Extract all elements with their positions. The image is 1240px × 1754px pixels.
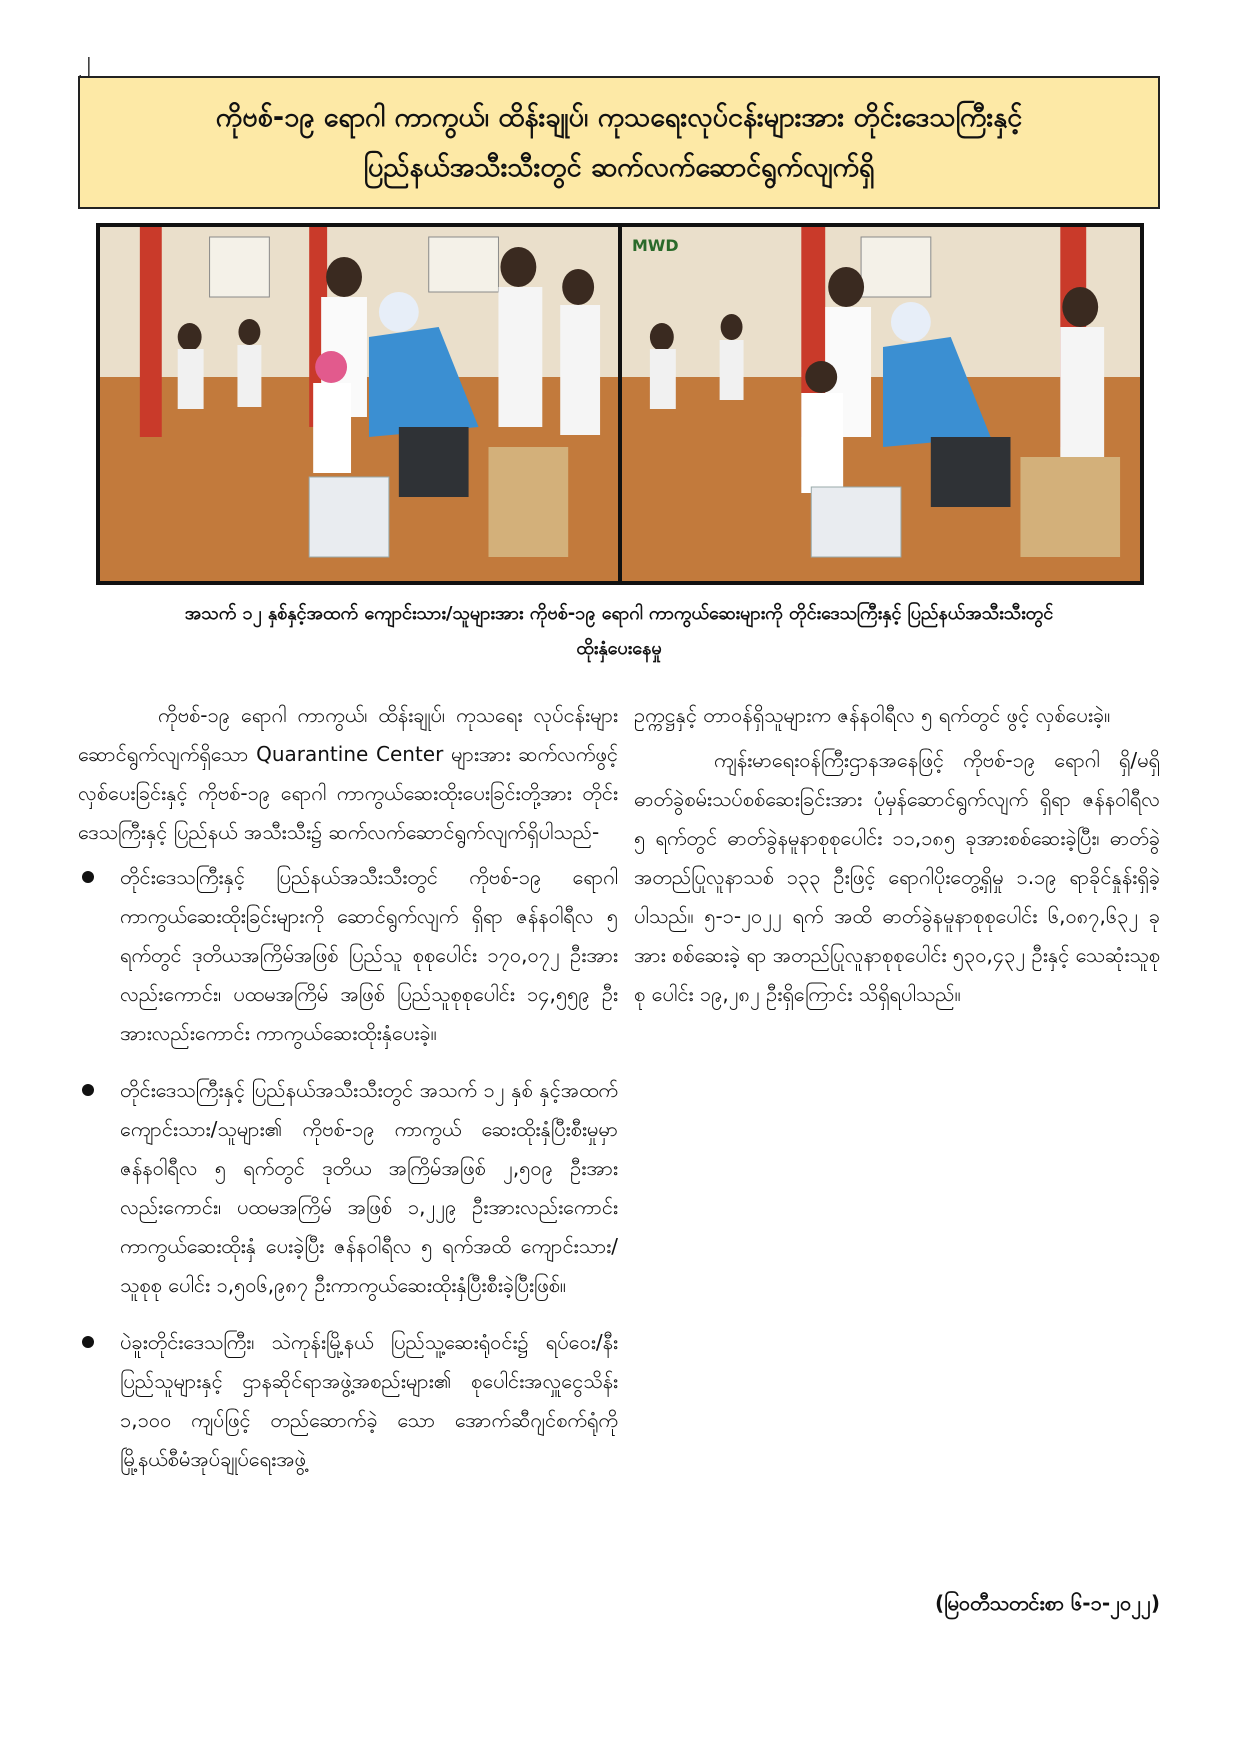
photo-caption	[78, 596, 1160, 666]
intro-paragraph: ကိုဗစ်-၁၉ ရောဂါ ကာကွယ်၊ ထိန်းချုပ်၊ ကုသရေး လုပ်ငန်းများ ဆောင်ရွက်လျက်ရှိသော Quarantine Center များအား ဆက်လက်ဖွင့်လှစ်ပေးခြင်းနှင့် ကိုဗစ်-၁၉ ရောဂါ ကာကွယ်ဆေးထိုးပေးခြင်းတို့အား တိုင်းဒေသကြီးနှင့် ပြည်နယ် အသီးသီး၌ ဆက်လက်ဆောင်ရွက်လျက်ရှိပါသည်-	[78, 703, 618, 844]
bullet-icon	[82, 871, 94, 883]
caption-line-2: ထိုးနှံပေးနေမှု	[576, 638, 662, 659]
bullet-icon	[82, 1336, 94, 1348]
bullet-text: တိုင်းဒေသကြီးနှင့် ပြည်နယ်အသီးသီးတွင် ကိုဗစ်-၁၉ ရောဂါ ကာကွယ်ဆေးထိုးခြင်းများကို ဆောင်ရွက်လျက် ရှိရာ ဇန်နဝါရီလ ၅ ရက်တွင် ဒုတိယအကြိမ်အဖြစ် ပြည်သူ စုစုပေါင်း ၁၇၀,၀၇၂ ဦးအားလည်းကောင်း၊ ပထမအကြိမ် အဖြစ် ပြည်သူစုစုပေါင်း ၁၄,၅၅၉ ဦးအားလည်းကောင်း ကာကွယ်ဆေးထိုးနှံပေးခဲ့။	[120, 865, 618, 1045]
photo-logo: MWD	[631, 235, 679, 256]
article-column-left	[78, 696, 618, 1497]
caption-line-1: အသက် ၁၂ နှစ်နှင့်အထက် ကျောင်းသား/သူများအား ကိုဗစ်-၁၉ ရောဂါ ကာကွယ်ဆေးများကို တိုင်းဒေသကြီးနှင့် ပြည်နယ်အသီးသီးတွင်	[184, 603, 1054, 624]
bullet-item	[78, 1323, 618, 1479]
headline-line-2: ပြည်နယ်အသီးသီးတွင် ဆက်လက်ဆောင်ရွက်လျက်ရှိ	[363, 151, 875, 183]
headline-line-1: ကိုဗစ်-၁၉ ရောဂါ ကာကွယ်၊ ထိန်းချုပ်၊ ကုသရေးလုပ်ငန်းများအား တိုင်းဒေသကြီးနှင့်	[215, 101, 1023, 133]
page-number: ၂	[78, 45, 91, 75]
health-ministry-paragraph: ကျန်းမာရေးဝန်ကြီးဌာနအနေဖြင့် ကိုဗစ်-၁၉ ရောဂါ ရှိ/မရှိ ဓာတ်ခွဲစမ်းသပ်စစ်ဆေးခြင်းအား ပုံမှန်ဆောင်ရွက်လျက် ရှိရာ ဇန်နဝါရီလ ၅ ရက်တွင် ဓာတ်ခွဲနမူနာစုစုပေါင်း ၁၁,၁၈၅ ခုအားစစ်ဆေးခဲ့ပြီး၊ ဓာတ်ခွဲအတည်ပြုလူနာသစ် ၁၃၃ ဦးဖြင့် ရောဂါပိုးတွေ့ရှိမှု ၁.၁၉ ရာခိုင်နှုန်းရှိခဲ့ပါသည်။ ၅-၁-၂၀၂၂ ရက် အထိ ဓာတ်ခွဲနမူနာစုစုပေါင်း ၆,၀၈၇,၆၃၂ ခု အား စစ်ဆေးခဲ့ ရာ အတည်ပြုလူနာစုစုပေါင်း ၅၃၀,၄၃၂ ဦးနှင့် သေဆုံးသူစုစု ပေါင်း ၁၉,၂၈၂ ဦးရှိကြောင်း သိရှိရပါသည်။	[634, 748, 1160, 1006]
bullet-list	[78, 858, 618, 1479]
vaccination-photo-left	[100, 227, 618, 581]
continuation-paragraph: ဥက္ကဋ္ဌနှင့် တာဝန်ရှိသူများက ဇန်နဝါရီလ ၅ ရက်တွင် ဖွင့် လှစ်ပေးခဲ့။	[634, 703, 1111, 727]
photo-right-illustration	[622, 227, 1140, 581]
bullet-item	[78, 858, 618, 1053]
source-credit: (မြဝတီသတင်းစာ ၆-၁-၂၀၂၂)	[934, 1591, 1160, 1615]
bullet-text: တိုင်းဒေသကြီးနှင့် ပြည်နယ်အသီးသီးတွင် အသက် ၁၂ နှစ် နှင့်အထက် ကျောင်းသား/သူများ၏ ကိုဗစ်-၁၉ ကာကွယ် ဆေးထိုးနှံပြီးစီးမှုမှာ ဇန်နဝါရီလ ၅ ရက်တွင် ဒုတိယ အကြိမ်အဖြစ် ၂,၅၀၉ ဦးအားလည်းကောင်း၊ ပထမအကြိမ် အဖြစ် ၁,၂၂၉ ဦးအားလည်းကောင်း ကာကွယ်ဆေးထိုးနှံ ပေးခဲ့ပြီး ဇန်နဝါရီလ ၅ ရက်အထိ ကျောင်းသား/သူစုစု ပေါင်း ၁,၅၀၆,၉၈၇ ဦးကာကွယ်ဆေးထိုးနှံပြီးစီးခဲ့ပြီးဖြစ်။	[120, 1078, 618, 1297]
bullet-icon	[82, 1084, 94, 1096]
photo-left-illustration	[100, 227, 618, 581]
bullet-item	[78, 1071, 618, 1305]
vaccination-photo-right	[622, 227, 1140, 581]
headline-box	[78, 76, 1160, 209]
article-column-right	[634, 696, 1160, 1020]
bullet-text: ပဲခူးတိုင်းဒေသကြီး၊ သဲကုန်းမြို့နယ် ပြည်သူ့ဆေးရုံဝင်း၌ ရပ်ဝေး/နီးပြည်သူများနှင့် ဌာနဆိုင်ရာအဖွဲ့အစည်းများ၏ စုပေါင်းအလှူငွေသိန်း ၁,၁၀၀ ကျပ်ဖြင့် တည်ဆောက်ခဲ့ သော အောက်ဆီဂျင်စက်ရုံကို မြို့နယ်စီမံအုပ်ချုပ်ရေးအဖွဲ့	[120, 1330, 618, 1471]
photo-strip	[96, 223, 1144, 585]
